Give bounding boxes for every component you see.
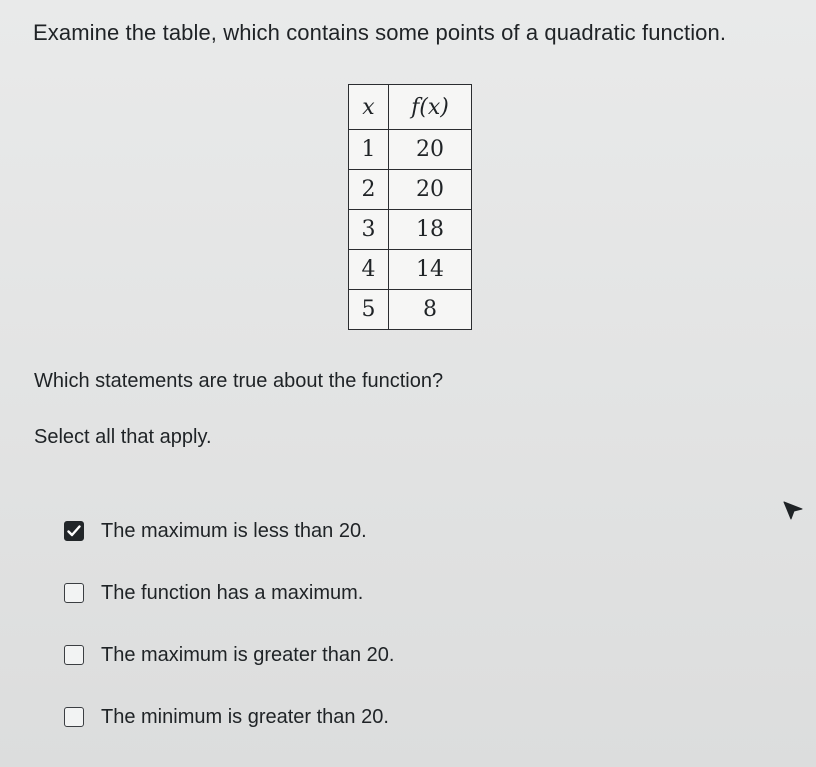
table-row (349, 130, 472, 170)
table-cell-fx: 20 (389, 130, 472, 170)
table-row (349, 250, 472, 290)
option-label: The maximum is less than 20. (101, 519, 367, 542)
table-cell-x: 2 (349, 170, 389, 210)
option-label: The function has a maximum. (101, 581, 364, 604)
table-header-x: x (349, 85, 389, 130)
table-cell-fx: 18 (389, 210, 472, 250)
option-minimum-greater-than-20[interactable] (64, 702, 394, 732)
answer-options (64, 516, 394, 764)
option-checkbox[interactable] (64, 583, 84, 603)
instruction-text: Select all that apply. (34, 426, 212, 448)
option-checkbox[interactable] (64, 645, 84, 665)
option-label: The maximum is greater than 20. (101, 643, 395, 666)
option-maximum-greater-than-20[interactable] (64, 640, 394, 670)
table-cell-x: 4 (349, 250, 389, 290)
mouse-pointer-icon (782, 500, 806, 524)
option-has-maximum[interactable] (64, 578, 394, 608)
table-row (349, 290, 472, 330)
option-maximum-less-than-20[interactable] (64, 516, 394, 546)
option-checkbox[interactable] (64, 521, 84, 541)
checkmark-icon (67, 525, 81, 537)
table-cell-x: 1 (349, 130, 389, 170)
option-checkbox[interactable] (64, 707, 84, 727)
prompt-text: Which statements are true about the function? (34, 370, 444, 392)
function-table (348, 84, 472, 330)
question-text: Examine the table, which contains some points of a quadratic function. (33, 20, 727, 45)
table-cell-x: 3 (349, 210, 389, 250)
table-row (349, 170, 472, 210)
table-header-fx: f(x) (389, 85, 472, 130)
option-label: The minimum is greater than 20. (101, 705, 389, 728)
table-row (349, 210, 472, 250)
table-cell-fx: 14 (389, 250, 472, 290)
table-header-row (349, 85, 472, 130)
table-cell-x: 5 (349, 290, 389, 330)
table-cell-fx: 20 (389, 170, 472, 210)
table-cell-fx: 8 (389, 290, 472, 330)
